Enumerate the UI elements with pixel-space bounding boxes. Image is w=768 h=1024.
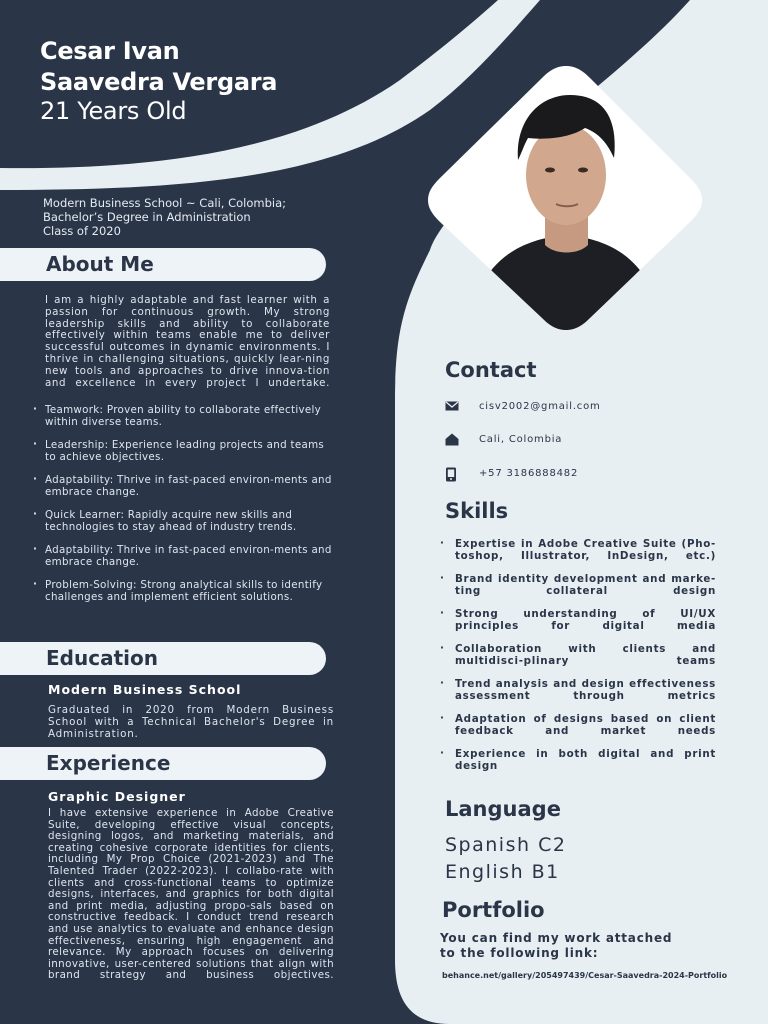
list-item: · Brand identity development and marke-ting collateral design — [440, 573, 716, 597]
list-item: · Strong understanding of UI/UX principles for digital media — [440, 608, 716, 632]
education-summary-line: Class of 2020 — [43, 224, 121, 238]
about-me-list — [33, 405, 333, 616]
name-line-1: Cesar Ivan — [40, 37, 180, 65]
portfolio-text-line: You can find my work attached — [440, 931, 673, 945]
list-item: · Quick Learner: Rapidly acquire new skills and technologies to stay ahead of industry trends. — [33, 510, 333, 534]
contact-location: Cali, Colombia — [479, 434, 563, 445]
list-item: · Collaboration with clients and multidisci-plinary teams — [440, 643, 716, 667]
home-icon — [445, 433, 459, 446]
list-item: · Adaptation of designs based on client feedback and market needs — [440, 713, 716, 737]
education-school: Modern Business School — [48, 682, 242, 697]
envelope-icon — [445, 400, 459, 412]
list-item: · Problem-Solving: Strong analytical skills to identify challenges and implement efficient solutions. — [33, 580, 333, 604]
experience-heading: Experience — [0, 747, 326, 780]
name-line-2: Saavedra Vergara — [40, 68, 278, 96]
list-item: · Teamwork: Proven ability to collaborate effectively within diverse teams. — [33, 405, 333, 429]
language-heading: Language — [445, 797, 561, 821]
list-item: · Adaptability: Thrive in fast-paced environ-ments and embrace change. — [33, 475, 333, 499]
full-name — [40, 36, 277, 98]
list-item: · Trend analysis and design effectiveness assessment through metrics — [440, 678, 716, 702]
contact-phone-row — [445, 467, 745, 483]
portfolio-link[interactable]: behance.net/gallery/205497439/Cesar-Saavedra-2024-Portfolio — [442, 971, 728, 980]
mobile-phone-icon — [445, 467, 457, 482]
language-item: English B1 — [445, 861, 560, 883]
experience-description: I have extensive experience in Adobe Creative Suite, developing effective visual concepts, designing logos, and marketing materials, and creating cohesive corporate identities for clients, including My Prop Choice (2021-2023) and The Talented Trader (2022-2023). I collabo-rate with clients and cross-functional teams to optimize designs, interfaces, and graphics for both digital and print media, adjusting propo-sals based on constructive feedback. I conduct trend research and use analytics to evaluate and enhance design effectiveness, ensuring high engagement and relevance. My approach focuses on delivering innovative, user-centered solutions that align with brand strategy and business objectives. — [48, 807, 334, 982]
list-item: · Experience in both digital and print design — [440, 748, 716, 772]
portfolio-text-line: to the following link: — [440, 946, 599, 960]
skills-heading: Skills — [445, 499, 509, 523]
list-item: · Adaptability: Thrive in fast-paced environ-ments and embrace change. — [33, 545, 333, 569]
portfolio-heading: Portfolio — [442, 898, 545, 922]
education-summary-line: Modern Business School ~ Cali, Colombia; — [43, 196, 286, 210]
contact-phone: +57 3186888482 — [479, 468, 579, 479]
experience-role: Graphic Designer — [48, 789, 186, 804]
education-summary-line: Bachelor’s Degree in Administration — [43, 210, 251, 224]
education-heading: Education — [0, 642, 326, 675]
about-me-paragraph: I am a highly adaptable and fast learner with a passion for continuous growth. My strong leadership skills and ability to collaborate effectively within teams enable me to deliver successful outcomes in dynamic environments. I thrive in challenging situations, quickly lear-ning new tools and approaches to drive innova-tion and excellence in every project I undertake. — [45, 294, 330, 389]
contact-email: cisv2002@gmail.com — [479, 401, 601, 412]
education-description: Graduated in 2020 from Modern Business School with a Technical Bachelor's Degree in Administration. — [48, 704, 334, 740]
language-item: Spanish C2 — [445, 834, 567, 856]
contact-location-row — [445, 433, 745, 449]
about-me-heading: About Me — [0, 248, 326, 281]
list-item: · Leadership: Experience leading projects and teams to achieve objectives. — [33, 440, 333, 464]
list-item: · Expertise in Adobe Creative Suite (Pho-toshop, Illustrator, InDesign, etc.) — [440, 538, 716, 562]
portfolio-text — [440, 931, 672, 961]
skills-list — [440, 538, 716, 783]
education-summary — [43, 196, 286, 238]
contact-heading: Contact — [445, 358, 537, 382]
contact-email-row — [445, 400, 745, 416]
age: 21 Years Old — [40, 97, 187, 125]
